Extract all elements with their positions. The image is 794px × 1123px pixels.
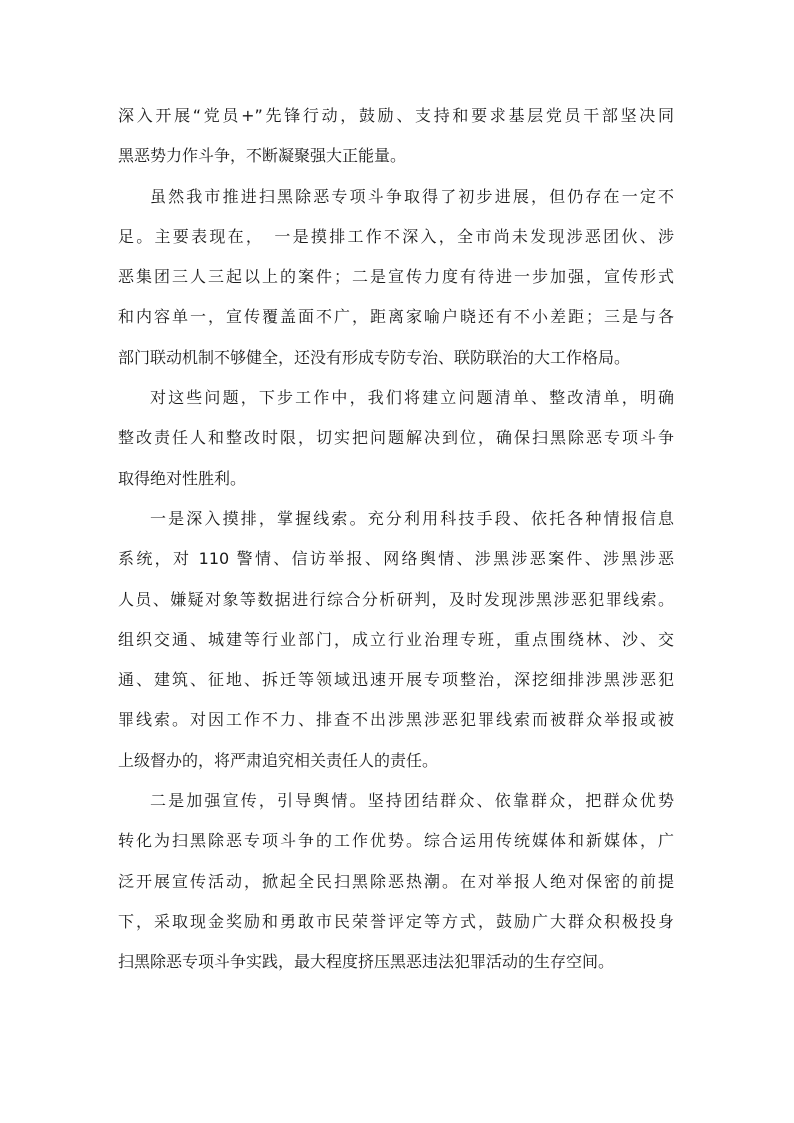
text-line: 一是深入摸排，掌握线索。充分利用科技手段、依托各种情报信息 xyxy=(150,508,674,528)
text-line: 黑恶势力作斗争，不断凝聚强大正能量。 xyxy=(118,146,407,166)
text-line: 人员、嫌疑对象等数据进行综合分析研判，及时发现涉黑涉恶犯罪线索。 xyxy=(118,589,674,609)
text-line: 下，采取现金奖励和勇敢市民荣誉评定等方式，鼓励广大群众积极投身 xyxy=(118,911,674,931)
text-line: 部门联动机制不够健全，还没有形成专防专治、联防联治的大工作格局。 xyxy=(118,347,631,367)
paragraph-5 xyxy=(118,781,674,982)
text-line: 通、建筑、征地、拆迁等领域迅速开展专项整治，深挖细排涉黑涉恶犯 xyxy=(118,670,674,690)
text-line: 罪线索。对因工作不力、排查不出涉黑涉恶犯罪线索而被群众举报或被 xyxy=(118,710,674,730)
text-line: 取得绝对性胜利。 xyxy=(118,468,247,488)
document-body xyxy=(118,96,674,983)
text-line: 系统，对 110 警情、信访举报、网络舆情、涉黑涉恶案件、涉黑涉恶 xyxy=(118,549,674,569)
text-line: 对这些问题，下步工作中，我们将建立问题清单、整改清单，明确 xyxy=(150,388,674,408)
text-line: 转化为扫黑除恶专项斗争的工作优势。综合运用传统媒体和新媒体，广 xyxy=(118,831,674,851)
text-line: 整改责任人和整改时限，切实把问题解决到位，确保扫黑除恶专项斗争 xyxy=(118,428,674,448)
paragraph-4 xyxy=(118,499,674,781)
text-line: 扫黑除恶专项斗争实践，最大程度挤压黑恶违法犯罪活动的生存空间。 xyxy=(118,952,615,972)
text-line: 虽然我市推进扫黑除恶专项斗争取得了初步进展，但仍存在一定不 xyxy=(150,186,674,206)
text-line: 上级督办的，将严肃追究相关责任人的责任。 xyxy=(118,750,439,770)
paragraph-2 xyxy=(118,177,674,378)
text-line: 恶集团三人三起以上的案件；二是宣传力度有待进一步加强，宣传形式 xyxy=(118,267,674,287)
text-line: 和内容单一，宣传覆盖面不广，距离家喻户晓还有不小差距；三是与各 xyxy=(118,307,674,327)
paragraph-3 xyxy=(118,378,674,499)
text-line: 深入开展“党员+”先锋行动，鼓励、支持和要求基层党员干部坚决同 xyxy=(118,106,674,125)
text-line: 泛开展宣传活动，掀起全民扫黑除恶热潮。在对举报人绝对保密的前提 xyxy=(118,871,674,891)
text-line: 组织交通、城建等行业部门，成立行业治理专班，重点围绕林、沙、交 xyxy=(118,629,674,649)
text-line: 足。主要表现在， 一是摸排工作不深入，全市尚未发现涉恶团伙、涉 xyxy=(118,226,674,246)
text-line: 二是加强宣传，引导舆情。坚持团结群众、依靠群众，把群众优势 xyxy=(150,791,674,811)
paragraph-1 xyxy=(118,96,674,177)
